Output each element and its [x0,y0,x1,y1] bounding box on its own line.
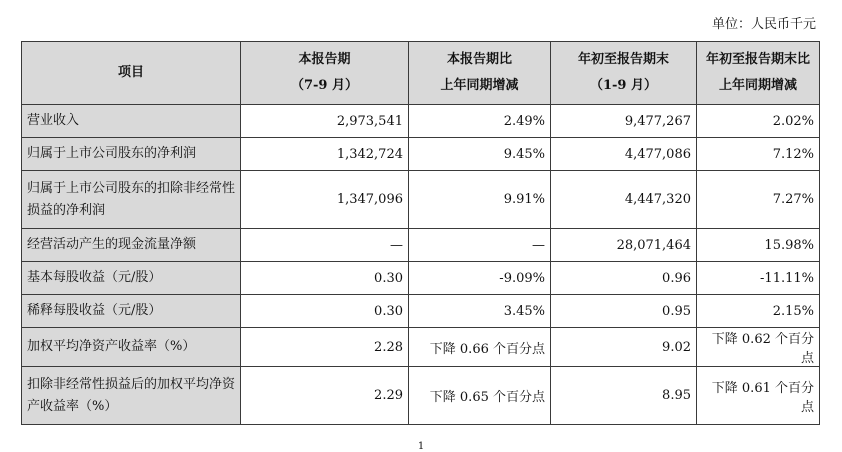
header-ytd-change: 年初至报告期末比 上年同期增减 [697,42,820,105]
cell-ytd-change: 2.02% [697,105,820,138]
cell-current-change: 9.45% [409,138,551,171]
header-item: 项目 [22,42,241,105]
row-label: 加权平均净资产收益率（%） [22,328,241,367]
cell-current: 2.29 [241,367,409,425]
page-number: 1 [417,441,425,452]
row-label: 归属于上市公司股东的扣除非经常性损益的净利润 [22,171,241,229]
cell-ytd-change: 7.27% [697,171,820,229]
table-header-row [22,42,820,105]
financial-summary-table [21,41,820,425]
cell-ytd: 0.95 [551,295,697,328]
cell-current-change: 下降 0.66 个百分点 [409,328,551,367]
header-current-change: 本报告期比 上年同期增减 [409,42,551,105]
cell-current-change: 3.45% [409,295,551,328]
unit-label: 单位：人民币千元 [711,17,816,32]
cell-current: 1,342,724 [241,138,409,171]
table-row [22,295,820,328]
cell-ytd-change: -11.11% [697,262,820,295]
cell-current: — [241,229,409,262]
cell-current: 0.30 [241,295,409,328]
cell-ytd-change: 7.12% [697,138,820,171]
cell-current: 2,973,541 [241,105,409,138]
cell-current-change: 9.91% [409,171,551,229]
cell-ytd-change: 15.98% [697,229,820,262]
row-label: 扣除非经常性损益后的加权平均净资产收益率（%） [22,367,241,425]
cell-current-change: 2.49% [409,105,551,138]
row-label: 营业收入 [22,105,241,138]
table-row [22,229,820,262]
cell-current: 2.28 [241,328,409,367]
header-ytd: 年初至报告期末 （1-9 月） [551,42,697,105]
table-row [22,262,820,295]
row-label: 经营活动产生的现金流量净额 [22,229,241,262]
cell-ytd: 4,477,086 [551,138,697,171]
table-row [22,328,820,367]
cell-ytd: 28,071,464 [551,229,697,262]
cell-ytd-change: 下降 0.62 个百分点 [697,328,820,367]
row-label: 稀释每股收益（元/股） [22,295,241,328]
cell-ytd-change: 下降 0.61 个百分点 [697,367,820,425]
cell-current-change: — [409,229,551,262]
row-label: 归属于上市公司股东的净利润 [22,138,241,171]
table-row [22,105,820,138]
cell-current-change: -9.09% [409,262,551,295]
cell-ytd-change: 2.15% [697,295,820,328]
cell-ytd: 9,477,267 [551,105,697,138]
cell-ytd: 9.02 [551,328,697,367]
cell-ytd: 8.95 [551,367,697,425]
row-label: 基本每股收益（元/股） [22,262,241,295]
cell-ytd: 0.96 [551,262,697,295]
cell-current: 0.30 [241,262,409,295]
cell-ytd: 4,447,320 [551,171,697,229]
table-row [22,367,820,425]
cell-current: 1,347,096 [241,171,409,229]
cell-current-change: 下降 0.65 个百分点 [409,367,551,425]
table-row [22,171,820,229]
table-row [22,138,820,171]
header-current-period: 本报告期 （7-9 月） [241,42,409,105]
